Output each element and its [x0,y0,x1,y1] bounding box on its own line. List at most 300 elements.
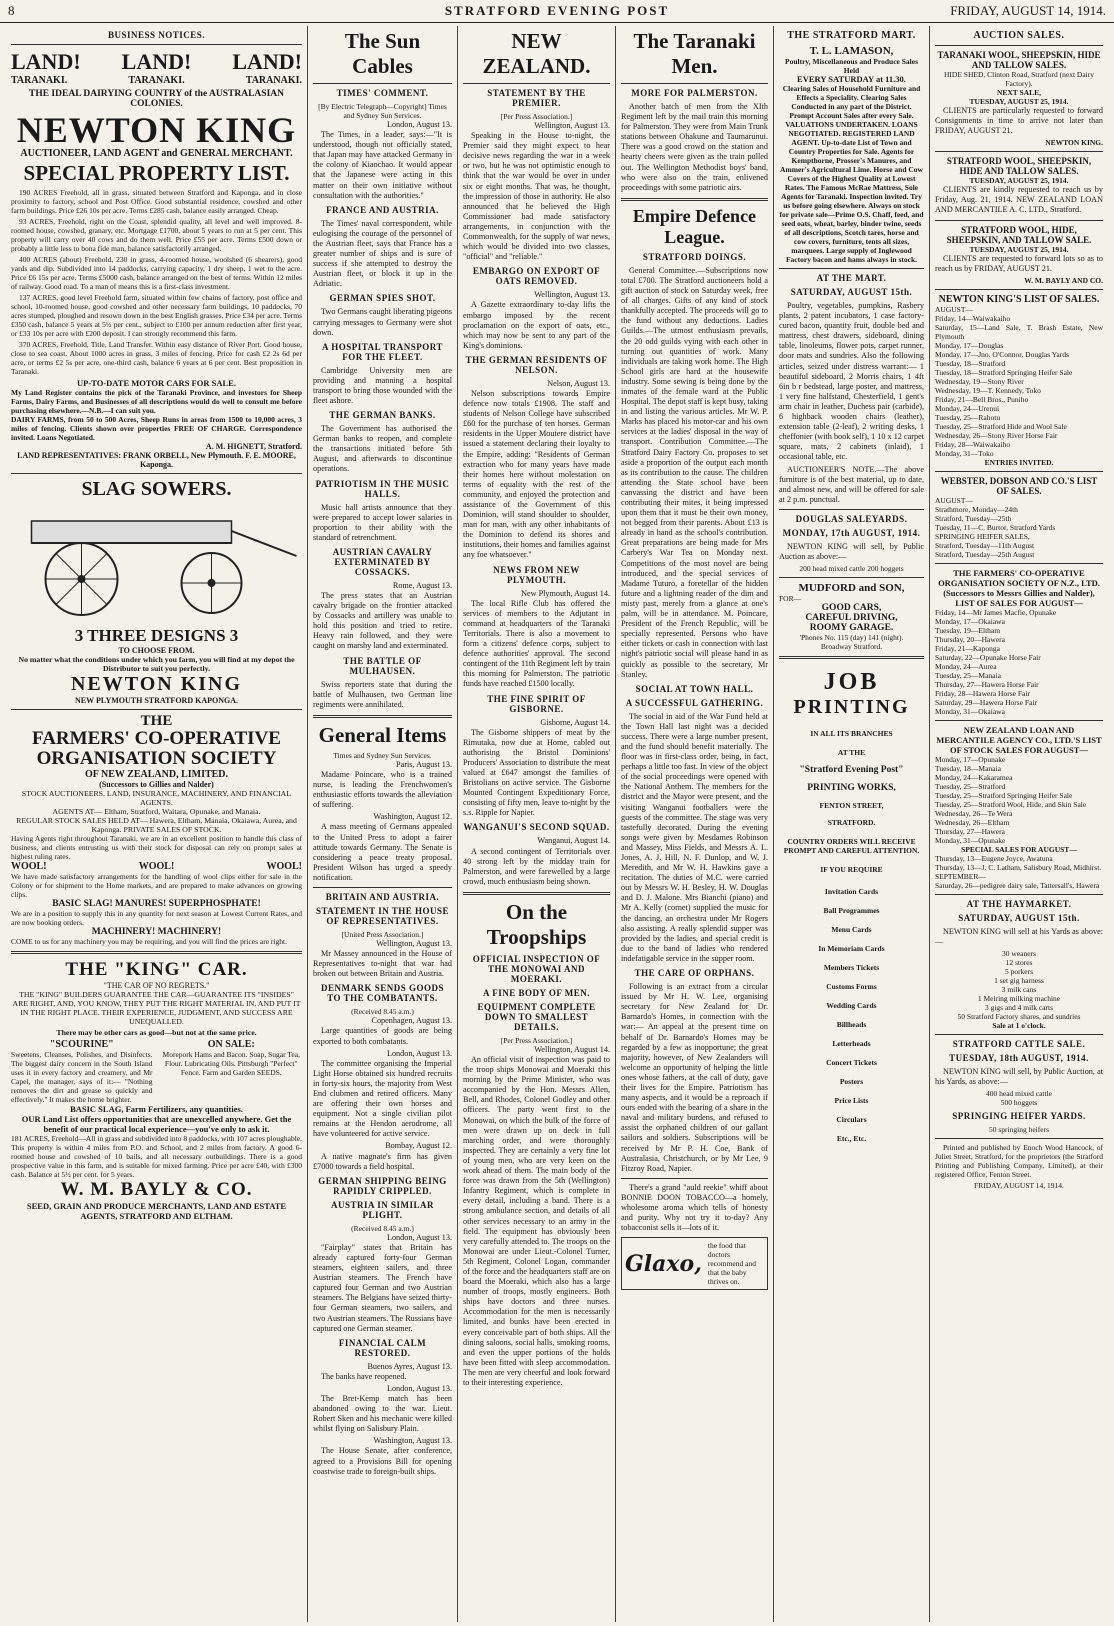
on-sale-title: ON SALE: [207,1038,255,1050]
listing: 370 ACRES, Freehold, Title, Land Transfer. Within easy distance of River Port. Good house, close to sea coast. About 1000 acres in grass, 3 miles of fencing. Price for cash £2 2s 6d per acre, or terms £2 5s per acre, one-third cash, balance 6 years at 6 per cent. Best proposition in Taranaki. [11,340,302,376]
sale-list-item: AUGUST— [935,304,973,314]
paragraph: CLIENTS are kindly requested to reach us by Friday, Aug. 21, 1914. NEW ZEALAND LOAN AND MERCANTILE A. C. LTD., Stratford. [935,185,1103,215]
sale-lot: 5 porkers [1004,966,1034,976]
sale-list-item: Stratford, Tuesday—25th [935,513,1012,523]
taranaki-word: TARANAKI. [245,75,302,86]
paragraph: General Committee.—Subscriptions now total £700. The Stratford auctioneers hold a gift auction of stock on Saturday week, free of all charges. Gifts of any kind of stock thankfully accepted. The proceeds will go to the fund without any deductions. Ladies Guilds.—The utmost enthusiasm prevails, the 20 odd guilds vying with each other in turning out quantities of work. Many individuals are taking work home. The High School girls are hard at the housewife industry. Some sewing is being done by the inmates of the female ward at the Public Hospital. The depot staff is kept busy, taking in and listing the various articles. Mr W. P. Marks has placed his motor-car and his own services at the ladies' disposal in the way of transport. Contribution Committee.—The Stratford Dairy Factory Co. proposes to set aside a proportion of the output each month as its contribution to the cause. The children attending the State school have been canvassing the district and have been contributing their mites, it being impressed upon them that it must be their own money, not begged from their parents. About £13 is already in hand as the school's contribution. Great preparations are being made for Mrs Carbery's War Tea on Monday next. Competitions of the most novel are being introduced, and the special services of Madame Tuturo, a foretellar of the hidden future and a lightning reader of the dim and misty past, merely from a glance at one's palm, will be in attendance. M. Poincare, President of the French Republic, will be specially represented. Persons who have either tickets or cash in connection with last night's patriotic social will please hand in as quickly as possible to the secretary, Mr Stanley. [621,265,768,679]
sale-list-title: WEBSTER, DOBSON AND CO.'S LIST OF SALES. [940,475,1098,496]
taranaki-word: TARANAKI. [11,75,68,86]
land-list: OUR Land List offers opportunities that are unexcelled anywhere. Get the benefit of our practical local experience—you've only to ask it. [21,1113,292,1134]
subhead: THE CARE OF ORPHANS. [634,968,755,979]
sale-list-item: Strathmore, Monday—24th [935,504,1018,514]
subhead: AUSTRIA IN SIMILAR PLIGHT. [330,1199,435,1220]
mudford-address: Broadway Stratford. [820,642,883,652]
country-orders: COUNTRY ORDERS WILL RECEIVE PROMPT AND CAREFUL ATTENTION. [783,837,920,856]
branch-places: NEW PLYMOUTH STRATFORD KAPONGA. [75,696,238,705]
sale-list-item: Monday, 17—Douglas [935,340,1004,350]
subhead: THE FINE SPIRIT OF GISBORNE. [487,693,586,714]
sale-lot: 12 stores [1005,957,1033,967]
choose-from: TO CHOOSE FROM. [118,646,195,655]
taranaki-word: TARANAKI. [128,75,185,86]
sale-list-item: Stratford, Tuesday—11th August [935,540,1035,550]
subhead: TIMES' COMMENT. [336,88,429,98]
byline: [Per Press Association.] [500,1035,573,1045]
page-number: 8 [8,3,15,18]
king-car-body: THE "KING" BUILDERS GUARANTEE THE CAR—GUARANTEE ITS "INSIDES" ARE RIGHT, AND, YOU KNOW, THEY PUT THE RIGHT MATERIAL IN, AND PUT IT IN THE RIGHT PLACE. THEIR EXPERIENCE, JUDGMENT, AND SUCCESS ARE UNEQUALLED. [12,989,301,1026]
byline: [By Electric Telegraph—Copyright] Times and Sydney Sun Services. [318,102,447,120]
printing-heading: PRINTING [793,696,910,719]
paragraph: The House Senate, after conference, agreed to a Provisions Bill for opening coastwise trade to foreign-built ships. [313,1446,452,1476]
paragraph: AUCTIONEER'S NOTE.—The above furniture is of the best material, up to date, and almost new, and will be offered for sale at 2 p.m. punctual. [779,464,924,504]
paragraph: Two Germans caught liberating pigeons carrying messages to Germany were shot down. [313,307,452,337]
signature: W. M. BAYLY AND CO. [1024,275,1103,285]
king-car-sub: "THE CAR OF NO REGRETS." [103,980,210,990]
dateline: Paris, August 13. [396,759,452,769]
printing-item: Letterheads [832,1039,871,1049]
subhead: DOUGLAS SALEYARDS. [795,513,908,524]
dateline: Copenhagen, August 13. [371,1016,452,1026]
fco-stock: STOCK AUCTIONEERS, LAND, INSURANCE, MACHINERY, AND FINANCIAL AGENTS. [21,788,292,807]
paragraph: CLIENTS are requested to forward lots so as to reach us by FRIDAY, AUGUST 21. [935,253,1103,273]
special-sales-title: SPECIAL SALES FOR AUGUST— [961,844,1077,854]
paragraph: CLIENTS are particularly requested to forward Consignments in time to arrive not later than FRIDAY, AUGUST 21. [935,106,1103,136]
bayly-logo: W. M. BAYLY & CO. [60,1178,253,1200]
sale-lot: 500 hoggets [1000,1098,1038,1108]
paragraph: The local Rifle Club has offered the services of members to the Adjutant in command at headquarters of the Taranaki Territorials. There is also a movement to form a citizens' defence corps, subject to defence authorities' approval. The second contingent of the 11th Regiment left by train this morning for Palmerston. The patriotic funds have reached £1500 locally. [463,598,610,689]
printing-item: Members Tickets [823,963,880,973]
subhead: AT THE HAYMARKET. [966,898,1072,909]
masthead [0,0,1114,23]
paragraph: Following is an extract from a circular issued by Mr H. W. Lee, organising secretary for New Zealand for Dr. Barnardo's Homes, in connection with the war:— An appeal at the present time on behalf of Dr. Barnardo's Homes may be regarded by a few as inopportune; the great majority, however, of New Zealanders will welcome an opportunity of helping the little ones whose fathers, at the call of duty, gave their lives for the Empire. Patriotism has many aspects, and it would be a reproach if ours ended with the bearing of a share in the naval and military burdens, and refused to assist the orphaned children of our gallant sailors and soldiers. Subscriptions will be received by Mr P. H. Coe, Bank of Australasia, Christchurch, or by Mr Lee, 9 Fitzroy Road, Napier. [621,982,768,1173]
machinery: MACHINERY! MACHINERY! [91,926,222,937]
printing-item: Concert Tickets [826,1058,877,1068]
column-taranaki-men [616,26,774,1622]
sale-list-item: Thursday, 13—J. C. Latham, Salisbury Road, Midhirst. [935,862,1102,872]
sale-date: TUESDAY, AUGUST 25, 1914. [969,97,1069,106]
subhead: NEWS FROM NEW PLYMOUTH. [493,564,580,585]
paragraph: A mass meeting of Germans appealed to the United Press to adopt a fairer attitude towards Germany. The Senate is considering a peace treaty proposal. President Wilson has urged a speedy notification. [313,822,452,882]
dateline: Washington, August 12. [373,812,452,822]
sale-lots [935,949,1103,1021]
sale-list-item: Thursday, 20—Hawera [935,634,1005,644]
paragraph: Poultry, vegetables, pumpkins, Rasbery plants, 2 patent incubators, 1 case factory-cured bacon, quantity fruit, double bed and mattress, chest drawers, sideboard, dining table, linoleums, flower pots, carpet runner, door mats and sundries. Also the following articles, seized under distress warrant:— 1 beautiful sideboard, 2 Morris chairs, 1 4ft 6in b r bedstead, large poster, and mattress, 1 very fine halfstand, Chesterfield, 1 gent's arm chair in leather, Duchess pair (carbide), 6 highback wooden chairs (leather), extension table (2-leaf), 2 writing desks, 1 cheffonier (with book self), 1 10 x 12 carpet square, mats, 2 cabinets (inlaid), 1 occasional table, etc. [779,301,924,462]
paragraph: The press states that an Austrian cavalry brigade on the frontier attacked by Cossacks and artillery was unable to hold this position and tried to retire. Heavy rain followed, and they were caught on marshy land and exterminated. [313,591,452,651]
paragraph: The banks have reopened. [321,1371,407,1381]
imprint-date: FRIDAY, AUGUST 14, 1914. [974,1181,1064,1191]
sale-list [935,305,1103,458]
sale-list-item: Friday, 14—Waiwakaiho [935,313,1011,323]
dateline: Wellington, August 13. [534,121,610,130]
slag-sower-illustration [11,501,302,621]
mart-title: THE STRATFORD MART. [787,30,916,41]
subhead: A HOSPITAL TRANSPORT FOR THE FLEET. [322,341,443,362]
printing-item: Circulars [836,1115,867,1125]
sale-list-item: Tuesday, 19—Eltham [935,625,1001,635]
newton-king-logo: NEWTON KING [16,110,297,150]
fco-name-1: FARMERS' CO-OPERATIVE [32,728,281,749]
sale-list-item: Monday, 31—Opunake [935,835,1006,845]
dateline: Rome, August 13. [392,580,452,590]
subhead: A FINE BODY OF MEN. [482,987,591,998]
cars-good: There may be other cars as good—but not at the same price. [56,1027,257,1037]
subhead: THE GERMAN BANKS. [329,410,436,421]
basic-slag: BASIC SLAG, Farm Fertilizers, any quantities. [70,1103,243,1114]
printing-item: Posters [839,1077,864,1087]
section-heading: BUSINESS NOTICES. [107,30,206,40]
sale-list-item: Saturday, 29—Hawera Horse Fair [935,697,1037,707]
sale-list-item: Tuesday, 25—Stratford Hide and Wool Sale [935,421,1067,431]
special-property-list: SPECIAL PROPERTY LIST. [23,161,290,185]
paragraph: The Gisborne shippers of meat by the Rimutaka, now due at Home, cabled out authorising the Bristol Dominions' Producers' Association to distribute the meat valued at £647 amongst the families of Bristolians on active service. The Gisborne Mounted Contingent Expeditionary Force, consisting of fifty men, leave to-night by the s.s. Ripple for Napier. [463,727,610,818]
subhead: THE BATTLE OF MULHAUSEN. [343,655,422,676]
sale-list-item: Monday, 24—Urenui [935,403,1000,413]
wool-sale-sub: HIDE SHED, Clinton Road, Stratford (next Dairy Factory). [944,70,1094,88]
dateline: Bombay, August 12. [385,1141,452,1151]
newspaper-title: STRATFORD EVENING POST [444,3,670,18]
subhead: EQUIPMENT COMPLETE DOWN TO SMALLEST DETAILS. [477,1001,596,1032]
paragraph: NEWTON KING will sell, by Public Auction as above:— [779,541,924,561]
article-title: NEW ZEALAND. [482,29,591,78]
subhead: GERMAN SPIES SHOT. [329,293,436,304]
scourine-text: Sweetens, Cleanses, Polishes, and Disinfects. The biggest dairy concern in the South Island uses it in every factory and creamery, and Mr Capel, the manager, says of it:— "Nothing removes the dirt and grease so quickly and effectively." It makes the home brighter. [11,1049,153,1104]
column-auction-sales [930,26,1108,1622]
land-banner [11,49,302,75]
subhead: FINANCIAL CALM RESTORED. [338,1337,427,1358]
printing-item: Invitation Cards [824,887,879,897]
subhead: TUESDAY, 18th AUGUST, 1914. [949,1052,1089,1063]
signature: NEWTON KING. [1045,138,1103,148]
sale-list-title: NEW ZEALAND LOAN AND MERCANTILE AGENCY CO., LTD.'S LIST OF STOCK SALES FOR AUGUST— [936,724,1102,755]
sale-list-item: Friday, 21—Kaponga [935,643,1000,653]
received-time: (Received 8.45 a.m.) [351,1223,414,1233]
sale-list-item: Monday, 31—Okaiawa [935,706,1005,716]
column-sun-cables [308,26,458,1622]
printer-imprint: Printed and published by Enoch Wood Hancock, of Juliet Street, Stratford, for the proprietors (the Stratford Printing and Publishing Company, Limited), at their registered Office, Fenton Street. [935,1143,1103,1180]
sale-list-item: Wednesday, 19—Stony River [935,376,1024,386]
printing-item: Menu Cards [831,925,872,935]
printing-item: Price Lists [834,1096,869,1106]
firm-subtitle: AUCTIONEER, LAND AGENT and GENERAL MERCHANT. [20,148,293,159]
land-word: LAND! [232,49,302,74]
listing: 190 ACRES Freehold, all in grass, situated between Stratford and Kaponga, and in close proximity to factory, school and Post Office. Good substantial residence, cowshed and other farm buildings. Price £26 10s per acre. Terms £285 cash, balance easily arranged. Cheap. [11,188,302,215]
land-representatives: LAND REPRESENTATIVES: FRANK ORBELL, New Plymouth. F. E. MOORE, Kaponga. [17,451,296,469]
fco-regular: REGULAR STOCK SALES HELD AT— Hawera, Eltham, Manaia, Okaiawa, Aurea, and Kaponga. PRIVATE SALES OF STOCK. [16,815,297,834]
three-designs: 3 THREE DESIGNS 3 [74,626,239,645]
subhead: PATRIOTISM IN THE MUSIC HALLS. [315,478,450,499]
sale-lot: 3 milk cans [1001,984,1037,994]
sale-list [935,608,1103,716]
sale-list-item: Friday, 28—Waiwakaiho [935,439,1011,449]
column-stratford-mart [774,26,930,1622]
paragraph: "Fairplay" states that Britain has already captured forty-four German steamers, eighteen sailers, and three Austrian steamers. The French have captured four German and two Austrian steamers. The Belgians have seized thirty-four German steamers, two sailers, and two Austrian steamers. The Russians have captured one German steamer. [313,1242,452,1333]
wool-sale-title: TARANAKI WOOL, SHEEPSKIN, HIDE AND TALLOW SALES. [937,50,1101,70]
printing-item: Etc., Etc. [836,1134,867,1144]
paragraph: A second contingent of Territorials over 40 strong left by the midday train for Palmerston, and were farewelled by a large crowd, much enthusiasm being shown. [463,846,610,886]
paragraph: Swiss reporters state that during the battle of Mulhausen, two German line regiments were annihilated. [313,679,452,709]
scourine-onsale [11,1039,302,1104]
land-word: LAND! [11,49,81,74]
sale-list-item: Thursday, 27—Hawera [935,826,1005,836]
tobacco-advert: There's a grand "auld reekie" whiff about BONNIE DOON TOBACCO—a homely, wholesome aroma which tells of honesty and purity. Why not try it to-day? Any tobacconist sells it—lots of it. [621,1182,768,1233]
sale-list [935,496,1103,559]
received-time: (Received 8.45 a.m.) [351,1007,414,1017]
dateline: Wellington, August 13. [376,938,452,948]
sale-list-item: Thursday, 27—Hawera Horse Fair [935,679,1039,689]
paragraph: Speaking in the House to-night, the Premier said they might expect to hear decisive news regarding the war in a week or two, but he was not optimistic enough to think that the war would be over in under six or eight months. That was, he thought, the impression of those in authority. He also announced that he believed the High Commissioner had made satisfactory arrangements, in conjunction with the Commonwealth, for the supply of war news, which would be divided into two classes, "official" and "reliable." [463,131,610,262]
subhead: SOCIAL AT TOWN HALL. [635,683,754,694]
sale-list-item: Tuesday, 25—Rahotu [935,412,1001,422]
agent-name: A. M. HIGNETT, Stratford. [205,442,302,451]
empire-defence-title: Empire Defence League. [632,205,757,247]
paper-name: "Stratford Evening Post" [799,765,904,776]
sale-list-item: Wednesday, 26—Eltham [935,817,1010,827]
stratford: STRATFORD. [827,818,876,828]
sale-list-item: Wednesday, 19—T. Kennedy, Toko [935,385,1041,395]
paragraph: The committee organising the Imperial Light Horse obtained six hundred recruits in forty-six hours, the majority from West End clubmen and retired officers. Many are offering their own horses and equipment. Not a single civilian pilot remains at the Hendon aerodrome, all have volunteered for active service. [313,1058,452,1139]
dateline: Washington, August 13. [373,1436,452,1446]
paragraph: NEWTON KING will sell at his Yards as above:— [935,926,1103,946]
sale-list-title: NEWTON KING'S LIST OF SALES. [938,293,1100,305]
fco-name-3: OF NEW ZEALAND, LIMITED. [84,768,229,780]
wool-word: WOOL! [266,860,302,872]
property-listings [11,188,302,376]
sale-list-item: AUGUST— [935,495,973,505]
paragraph: A Gazette extraordinary to-day lifts the embargo imposed by the recent proclamation on the export of oats, etc., which may now be sent to any part of the King's dominions. [463,300,610,350]
paragraph: Another batch of men from the XIth Regiment left by the mail train this morning for Palmerston. They were from Main Trunk stations between Ohakune and Taumarunui. There was a good crowd on the station and hearty cheers were given as the train pulled out. The Wellington Methodist boys' band, who were also on the train, enlivened proceedings with some patriotic airs. [621,102,768,192]
sale-list-item: Saturday, 22—Opunake Horse Fair [935,652,1041,662]
dateline: Buenos Ayres, August 13. [367,1361,452,1371]
subhead: AUSTRIAN CAVALRY EXTERMINATED BY COSSACKS. [332,546,433,577]
subhead: FRANCE AND AUSTRIA. [326,204,439,215]
dateline: Wellington, August 14. [534,1044,610,1054]
dateline: London, August 13. [386,1383,452,1393]
subhead: GERMAN SHIPPING BEING RAPIDLY CRIPPLED. [318,1175,447,1196]
sale-list-item: Saturday, 15—Land Sale, T. Brash Estate, New Plymouth [935,322,1103,341]
paragraph: Cambridge University men are providing and manning a hospital transport to bring those wounded with the fleet ashore. [313,365,452,405]
fco-successors: (Successors to Gillies and Nalder) [99,779,214,789]
land-word: LAND! [121,49,192,74]
subhead: MONDAY, 17th AUGUST, 1914. [782,527,921,538]
sale-list-item: Monday, 31—Toko [935,448,994,458]
byline: [Per Press Association.] [500,112,573,121]
paragraph: An official visit of inspection was paid to the troop ships Monowai and Moeraki this morning by the Prime Minister, who was accompanied by the Hon. Messrs Allen, Bell, and Rhodes, Colonel Godley and other officers. The party went first to the Monowai, on which the bulk of the force of men were drawn up on deck in full marching order, and were thoroughly inspected. They are certainly a very fine lot of young men, who are very keen on the work ahead of them. The main body of the force was drawn from the 5th (Wellington) Infantry Regiment, which is complete in every detail, including a band. There is a strong ambulance section, and details of all other services necessary to an army in the field. The equipment has obviously been very carefully attended to. The troops on the Monowai are under Lieut.-Colonel Turner, 5th Regiment, Colonel Logan, commander of the force and the headquarters staff are on board the Moeraki, which also has a large number of troops, mostly engineers. Both ships have doctors and three nurses. Accommodation for the men is necessarily limited, and bunks have been erected in every conceivable part of both ships. All the dining saloons, social halls, smoking rooms, and even the upper portions of the holds have been fitted with sleep accommodation. The men are very cheerful and look forward to their interesting experience. [463,1055,610,1387]
paragraph: Madame Poincare, who is a trained nurse, is leading the Frenchwomen's enthusiastic efforts towards the alleviation of suffering. [313,769,452,810]
column-business-notices [6,26,308,1622]
slag-manures: BASIC SLAG! MANURES! SUPERPHOSPHATE! [52,898,261,909]
bayly-sub: SEED, GRAIN AND PRODUCE MERCHANTS, LAND AND ESTATE AGENTS, STRATFORD AND ELTHAM. [26,1200,287,1221]
printing-item: Ball Programmes [823,906,880,916]
paragraph: The Bret-Kemp match has been abandoned owing to the war. Lieut. Robert Sken and his mechanic were killed whilst flying on Salisbury Plain. [313,1393,452,1434]
sale-lots [935,1089,1103,1107]
dateline: Gisborne, August 14. [540,717,610,727]
subhead: STATEMENT BY THE PREMIER. [487,88,586,108]
dateline: Nelson, August 13. [547,378,610,388]
lamason-name: T. L. LAMASON, [809,45,894,57]
entries-invited: ENTRIES INVITED. [984,457,1054,467]
sale-lot: 1 set gig harness [994,975,1044,985]
paragraph: Music hall artists announce that they were prepared to accept lower salaries in proportion to their ability with the standard of retrenchment. [313,502,452,542]
mart-body: Clearing Sales of Household Furniture and Effects a Speciality. Clearing Sales Conducted in any part of the District. Prompt Account Sales after every Sale. VALUATIONS UNDERTAKEN. LOANS NEGOTIATED. REGISTERED LAND AGENT. Up-to-date List of Town and Country Properties for Sale. Agents for Kempthorne, Prosser's Manures, and Ammer's Agricultural Lime. Horse and Cow Covers of the Highest Quality at Lowest Rates. The Famous McRae Mattress, Sole Agents for Taranaki. Inspection invited. Try us before going elsewhere. Always on stock for private sale—Prime O.S. Chaff, feed, and seed oats, wheat, barley, binder twine, seeds of all descriptions, Scotch tares, horse and cow covers, furniture, tents all sizes, marquees. Large supply of Inglewood Factory bacon and hams always in stock. [779,84,924,264]
sale-list-item: Tuesday, 18—Stratford Springing Heifer Sale [935,367,1073,377]
printing-item: Customs Forms [826,982,877,992]
sale-list-item: Wednesday, 26—Stony River Horse Fair [935,430,1058,440]
troopships-title: On the Troopships [486,899,587,949]
mudford-for: FOR— [779,594,802,604]
machinery-text: COME to us for any machinery you may be requiring, and you will find the prices are right. [11,936,287,946]
sale-lot: 30 weaners [1002,948,1036,958]
sale-lot: 50 Stratford Factory shares, and sundries [957,1011,1081,1021]
sale-lot: 3 gigs and 4 milk carts [984,1002,1054,1012]
choose-text: No matter what the conditions under which you farm, you will find at my depot the Distributor to suit you perfectly. [18,655,295,673]
section-heading: AUCTION SALES. [973,30,1065,41]
printing-works: PRINTING WORKS, [807,783,896,794]
listing: 93 ACRES, Freehold, right on the Coast, splendid quality, all level and well improved. 8-roomed house, cowshed, granary, etc. Mortgage £1700, about 5 years to run at 5 per cent. This property will carry over 40 cows and do them well. Price £55 per acre. Terms £500 down or probably a little less to bona fide man, balance satisfactorily arranged. [11,217,302,253]
paragraph: The Times' naval correspondent, while eulogising the courage of the personnel of the Austrian fleet, says that France has a greater number of ships and is sure of success if she attempted to destroy the Austrian fleet, or block it up in the Adriatic. [313,218,452,289]
wool-word: WOOL! [11,860,47,872]
sale-list-item: Friday, 28—Hawera Horse Fair [935,688,1030,698]
sale-list-item: Monday, 17—Jno. O'Connor, Douglas Yards [935,349,1069,359]
mudford-phones: 'Phones No. 115 (day) 141 (night). [799,633,904,643]
lots: 200 head mixed cattle 200 hoggets [799,564,904,574]
sale-list-item: Monday, 17—Okaiawa [935,616,1005,626]
sale-list-item: SPRINGING HEIFER SALES, [935,531,1030,541]
dateline: New Plymouth, August 14. [521,588,610,598]
paragraph: The social in aid of the War Fund held at the Town Hall last night was a decided success. There were a large number present, and the fund should benefit materially. The floor was in first-class order, being, in fact, perhaps a little too fast. In view of the object of the social proceedings were opened with the National Anthem. The members for the district and the Mayor were present, and the visiting Wanganui footballers were the guests of the committee. The stage was very tastefully decorated. During the evening songs were given by Mesdames Robinson and Massey, Miss Fields, and Messrs A. L. Jones, A. J. Hill, N. F. Dunlop, and W. J. Meredith, and Mr W. H. Hawkins gave a recitation. The duties of M.C. were carried out by Messrs W. H. Besley, H. W. Douglas and D. J. Malone. Mrs Bianchi (piano) and Mr A. Kelly (cornet) supplied the music for the dancing, an orchestra under Mr Rogers also assisting. A really splendid supper was provided by the ladies, and special credit is due to the band of ladies who rendered indefatigable service in the supper room. [621,711,768,963]
paragraph: Nelson subscriptions towards Empire defence now totals £1908. The staff and students of Nelson College have subscribed £60 for the purchase of ten horses. German residents in the Upper Moutere district have issued a statement declaring their loyalty to the Empire, adding: "Residents of German extraction who for many years have made their homes here without molestation on terms of equality with the rest of the community, and enjoyed the protection and assistance of the Government of this Dominion, will stand shoulder to shoulder, man for man, with any other inhabitants of the Dominion to defend its shores and institutions, their homes and families against any foe whatsoever." [463,388,610,560]
subhead: OFFICIAL INSPECTION OF THE MONOWAI AND MOERAKI. [472,953,601,984]
byline: [United Press Association.] [341,929,424,939]
dateline: London, August 13. [386,1232,452,1242]
king-car-title: THE "KING" CAR. [65,958,248,980]
column-new-zealand [458,26,616,1622]
glaxo-tagline: the food that doctors recommend and that the baby thrives on. [707,1241,756,1287]
paragraph: NEWTON KING will sell, by Public Auction, at his Yards, as above:— [935,1066,1103,1087]
dateline: London, August 13. [386,1048,452,1058]
sale-list-item: Saturday, 26—pedigree dairy sale, Tattersall's, Hawera [935,880,1100,890]
sale-list-item: Tuesday, 25—Stratford Springing Heifer Sale [935,790,1073,800]
sale-list-item: Friday, 21—Bell Bros., Puniho [935,394,1029,404]
sale-list-item: Tuesday, 25—Stratford [935,781,1006,791]
mudford-cars: GOOD CARS, [821,603,882,614]
sale-list-item: Monday, 24—Aurea [935,661,997,671]
scourine-title: "SCOURINE" [49,1038,114,1050]
sale-list-item: SEPTEMBER— [935,871,986,881]
byline: Times and Sydney Sun Services. [333,750,432,760]
printing-item: Wedding Cards [826,1001,877,1011]
dateline: Wellington, August 13. [534,290,610,300]
on-sale-text: Morepork Hams and Bacon. Soap, Sugar Tea, Flour. Lubricating Oils. Pittsburgh "Perfect" Fence. Farm and Garden SEEDS. [162,1049,300,1077]
subhead: DENMARK SENDS GOODS TO THE COMBATANTS. [320,983,444,1004]
sale-list-item: Monday, 24—Kakaramea [935,772,1013,782]
paragraph: Mr Massey announced in the House of Representatives to-night that war had broken out between Britain and Austria. [313,949,452,979]
listing: 137 ACRES, good level Freehold farm, situated within few chains of factory, post office and school, 10-roomed house, good cowshed and other necessary farm buildings, 10 paddocks, 70 acres stumped, ploughed and resown down in the best English grasses. Price £34 per acre. Terms £350 cash, balance 5 years at 5½ per cent., subject to £100 per annum reduction after first year, or £33 10s per acre with £200 deposit. I can strongly recommend this farm. [11,293,302,338]
sale-date: TUESDAY, AUGUST 25, 1914. [969,244,1069,254]
dateline: Wanganui, August 14. [537,836,610,846]
paragraph: Large quantities of goods are being exported to both combatants. [313,1026,452,1046]
article-title: The Sun Cables [344,29,421,78]
subhead: SATURDAY, AUGUST 15th. [790,287,913,297]
supply-text: We are in a position to supply this in any quantity for next season at Lowest Current Rates, and are now booking orders. [11,908,302,927]
dateline: London, August 13. [386,120,452,129]
tagline: THE IDEAL DAIRYING COUNTRY of the AUSTRALASIAN COLONIES. [29,89,284,109]
sale-lot: 50 springing heifers [989,1125,1049,1135]
printing-item: Billheads [836,1020,867,1030]
sale-list-item: Tuesday, 25—Stratford Wool, Hide, and Skin Sale [935,799,1087,809]
mudford-name: MUDFORD and SON, [798,582,905,595]
sale-list-item: Stratford, Tuesday—25th August [935,549,1035,559]
land-register: My Land Register contains the pick of the Taranaki Province, and investors for Sheep Farms, Dairy Farms, and Businesses of all descriptions would do well to consult me before purchasing elsewhere.—N.B.—I can suit you. [11,388,302,415]
sale-list-item: Tuesday, 18—Manaia [935,763,1001,773]
subhead: EMBARGO ON EXPORT OF OATS REMOVED. [472,266,601,287]
issue-date: FRIDAY, AUGUST 14, 1914. [950,3,1106,18]
subhead: MORE FOR PALMERSTON. [631,88,758,98]
dairy-farms: DAIRY FARMS, from 50 to 500 Acres, Sheep Runs in areas from 1500 to 10,000 acres, 3 miles of fencing. Clients shown over properties FREE OF CHARGE. Correspondence invited. Loans Negotiated. [11,415,302,442]
paragraph: The Government has authorised the German banks to reopen, and complete the transactions initiated before 5th August, and afterwards to discontinue operations. [313,424,452,474]
sale-list-item: Monday, 17—Opunake [935,754,1006,764]
fenton-street: FENTON STREET, [819,801,884,811]
subhead: SATURDAY, AUGUST 15th. [958,912,1080,923]
subhead: WANGANUI'S SECOND SQUAD. [463,822,610,833]
job-heading: JOB [823,669,880,696]
slag-sowers-title: SLAG SOWERS. [81,478,232,500]
branches: IN ALL ITS BRANCHES [810,729,893,739]
glaxo-advert [621,1237,768,1290]
wool-word: WOOL! [138,860,175,872]
fco-name-2: ORGANISATION SOCIETY [36,747,277,769]
sale-list [935,854,1103,890]
subhead: A SUCCESSFUL GATHERING. [625,697,764,708]
paragraph: The Times, in a leader, says:—"It is understood, though not officially stated, that Japan may have attacked Germany in the colony of Kiaochao. It would appear that the Japanese were acting in this matter on their own initiative without consultation with the authorities." [313,130,452,200]
subhead: SPRINGING HEIFER YARDS. [952,1111,1086,1122]
listing: 400 ACRES (about) Freehold, 230 in grass, 4-roomed house, woolshed (6 shearers), good yards and dip. Subdivided into 14 paddocks, carrying capacity, 1 dry sheep, 1 wet to the acre. Price £6 15s per acre. Terms £5000 cash, balance arranged on the best of terms. Within 12 miles of railway. Good road. To a man of means this is a first-class investment. [11,255,302,291]
wool-sale-title: STRATFORD WOOL, HIDE, SHEEPSKIN, AND TALLOW SALE. [946,224,1092,245]
glaxo-logo: Glaxo, [625,1250,702,1277]
sale-list-item: Thursday, 13—Eugene Joyce, Awatuna [935,853,1053,863]
subhead: THE GERMAN RESIDENTS OF NELSON. [465,354,608,375]
every-saturday: EVERY SATURDAY at 11.30. [797,74,906,84]
sale-list-item: Tuesday, 11—C. Burtor, Stratford Yards [935,522,1056,532]
at-the: AT THE [837,748,866,758]
fco-body: Having Agents right throughout Taranaki, we are in an excellent position to handle this class of business, and clients entrusting us with their stock for disposal can rely on prompt sales at highest ruling rates. [11,833,302,861]
sale-list-item: Tuesday, 18—Stratford [935,358,1006,368]
subhead: BRITAIN AND AUSTRIA. [325,891,440,902]
sale-date: TUESDAY, AUGUST 25, 1914. [969,176,1069,186]
sale-list-item: Friday, 14—Mr James Macfie, Opunake [935,607,1057,617]
article-title: The Taranaki Men. [633,29,756,78]
sale-lot: 400 head mixed cattle [985,1089,1053,1099]
wool-text: We have made satisfactory arrangements for the handling of wool clips either for sale in the Colony or for shipment to the Home markets, and are prepared to make advances on growing clips. [11,871,302,899]
paragraph: A native magnate's firm has given £7000 towards a field hospital. [313,1151,452,1171]
sale-time: Sale at 1 o'clock. [992,1020,1046,1030]
mudford-driving: CAREFUL DRIVING, [805,613,898,624]
sale-list-item: Wednesday, 26—Te Wera [935,808,1013,818]
sale-list-item: Tuesday, 25—Manaia [935,670,1001,680]
printing-items [779,882,924,1148]
if-you-require: IF YOU REQUIRE [820,865,883,875]
sale-list-title: THE FARMERS' CO-OPERATIVE ORGANISATION SOCIETY OF N.Z., LTD. (Successors to Messrs Gillies and Nalder), LIST OF SALES FOR AUGUST— [938,567,1100,608]
lamason-sub: Poultry, Miscellaneous and Produce Sales Held [785,57,918,75]
mudford-garage: ROOMY GARAGE. [809,623,894,634]
subhead: STRATFORD DOINGS. [642,251,747,262]
page-columns [6,26,1108,1622]
general-items-title: General Items [318,722,447,747]
printing-item: In Memoriam Cards [818,944,885,954]
wool-sale-title: STRATFORD WOOL, SHEEPSKIN, HIDE AND TALLOW SALES. [946,156,1092,177]
fco-the: THE [140,713,173,729]
sale-lot: 1 Melring milking machine [977,993,1061,1003]
motor-cars: UP-TO-DATE MOTOR CARS FOR SALE. [77,378,236,388]
fco-agents: AGENTS AT— Eltham, Stratford, Waitara, Opunake, and Manaia. [52,806,261,816]
